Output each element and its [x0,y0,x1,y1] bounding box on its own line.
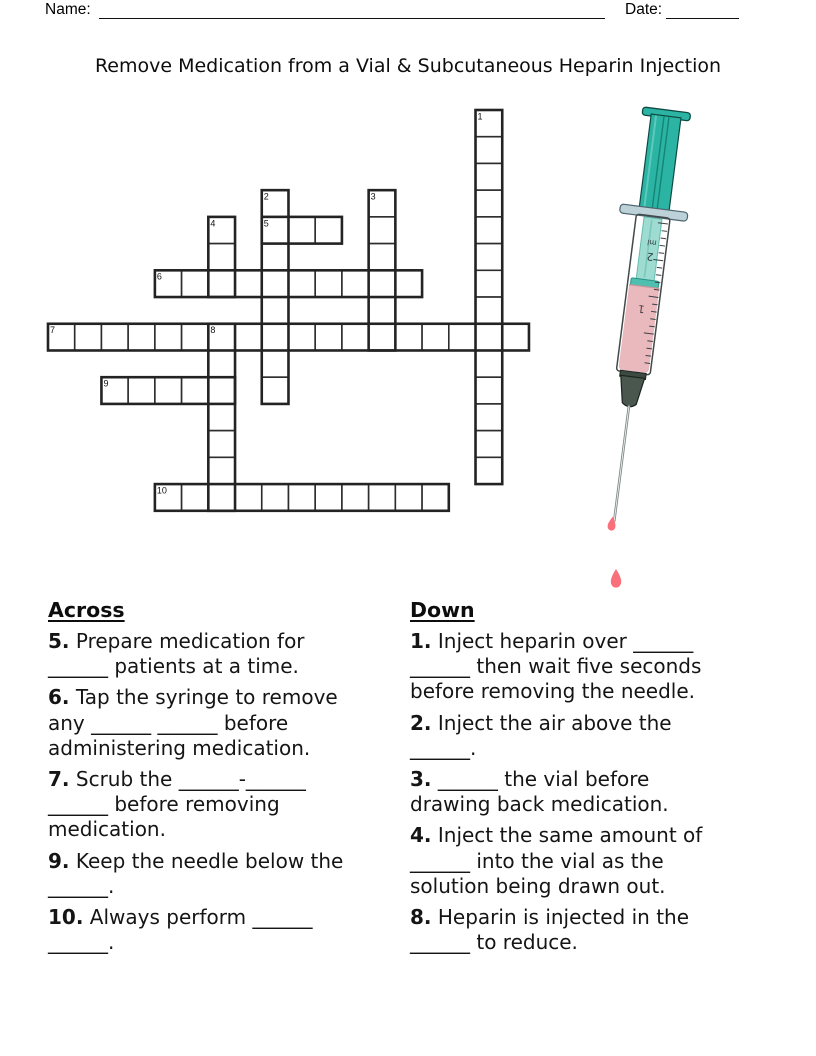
clue-line: any ______ ______ before [48,710,289,735]
page-title: Remove Medication from a Vial & Subcutaneous Heparin Injection [94,55,722,77]
scale-tick [645,363,650,364]
grid-cell [422,484,449,511]
grid-cell [342,270,369,297]
grid-cell [476,457,503,484]
clue-line: 4. Inject the same amount of [410,823,703,848]
clue-line: before removing the needle. [410,679,696,704]
crossword-grid [46,108,532,514]
cell-number-10: 10 [156,485,167,496]
grid-cell [128,324,155,351]
clue-line: 1. Inject heparin over ______ [410,629,694,653]
grid-cell [449,324,476,351]
grid-cell [182,484,209,511]
cell-number-8: 8 [210,325,216,336]
clue-number: 7. [48,767,70,792]
clue-line: 5. Prepare medication for [48,629,305,653]
grid-cell [342,484,369,511]
grid-cell [315,484,342,511]
name-label: Name: [45,1,91,18]
cell-number-5: 5 [263,218,269,229]
clue-line: 8. Heparin is injected in the [410,905,690,930]
scale-tick [654,289,659,290]
clue-number: 5. [48,629,70,653]
grid-cell [182,377,209,404]
clue-down-1 [410,629,780,705]
plunger-shaft-inside [636,217,662,281]
scale-label-1: 1 [637,301,646,315]
grid-cell [262,270,289,297]
scale-tick [661,231,666,232]
grid-cell [208,244,235,271]
clue-number: 10. [48,905,84,930]
cell-number-9: 9 [103,378,109,389]
grid-cell [476,244,503,271]
scale-tick [655,282,660,283]
clue-down-3 [410,767,780,817]
clue-across-10 [48,905,402,955]
clue-line: ______. [410,735,477,760]
clue-number: 2. [410,710,432,735]
date-label: Date: [625,1,663,18]
grid-cell [128,377,155,404]
cell-number-6: 6 [156,271,162,282]
clue-across-9 [48,849,402,899]
clue-line: 10. Always perform ______ [48,905,313,930]
grid-cell [208,404,235,431]
clue-across-6 [48,685,402,761]
grid-cell [235,484,262,511]
clue-line: drawing back medication. [410,792,669,817]
date-blank-line [666,0,739,19]
clue-number: 8. [410,905,432,930]
cell-number-3: 3 [370,191,376,202]
falling-drop-icon [611,569,621,588]
clue-line: solution being drawn out. [410,873,666,898]
grid-cell [476,324,503,351]
grid-cell [262,377,289,404]
grid-cell [476,377,503,404]
grid-cell [476,217,503,244]
grid-cell [235,324,262,351]
scale-tick [657,267,662,268]
clue-line: 7. Scrub the ______-______ [48,767,306,792]
grid-cell [476,190,503,217]
grid-cell [208,431,235,458]
down-clue-list [410,629,780,955]
cell-number-4: 4 [210,218,216,229]
scale-tick [659,253,664,254]
grid-cell [208,457,235,484]
grid-cell [262,350,289,377]
grid-cell [476,431,503,458]
grid-cell [476,270,503,297]
scale-label-ml: ml [646,237,658,248]
syringe-illustration [555,95,755,605]
cell-number-7: 7 [50,325,56,336]
clue-down-8 [410,905,780,955]
clue-line: ______. [48,930,115,955]
grid-cell [288,324,315,351]
across-heading: Across [48,598,125,622]
clue-number: 4. [410,823,432,848]
scale-tick [646,348,651,349]
grid-cell [369,297,396,324]
down-heading: Down [410,598,475,622]
grid-cell [155,377,182,404]
grid-cell [369,270,396,297]
grid-cell [395,270,422,297]
heparin-liquid [618,285,659,374]
scale-tick [650,319,655,320]
grid-cell [476,350,503,377]
clue-number: 3. [410,767,432,792]
grid-cell [262,297,289,324]
scale-tick [660,245,665,246]
clue-down-2 [410,711,780,761]
grid-cell [208,350,235,377]
grid-cell [101,324,128,351]
grid-cell [369,244,396,271]
clue-across-7 [48,767,402,843]
grid-cell [502,324,529,351]
grid-cell [262,484,289,511]
clue-line: 2. Inject the air above the [410,710,672,735]
clue-down-4 [410,823,780,899]
clue-line: medication. [48,817,166,842]
grid-cell [476,404,503,431]
clue-line: administering medication. [48,735,311,760]
grid-cell [208,377,235,404]
grid-cell [288,217,315,244]
clue-line: 9. Keep the needle below the [48,848,344,873]
grid-cell [182,270,209,297]
grid-cell [369,324,396,351]
grid-cell [369,484,396,511]
clue-line: ______. [48,873,115,898]
clue-number: 1. [410,629,432,653]
clue-line: ______ to reduce. [410,930,578,955]
scale-tick [647,341,652,342]
cell-number-1: 1 [477,111,483,122]
grid-cell [476,297,503,324]
scale-tick [652,304,657,305]
scale-tick [646,355,651,356]
grid-cell [182,324,209,351]
scale-label-2: 2 [646,249,655,263]
clue-number: 9. [48,848,70,873]
grid-cell [75,324,102,351]
grid-cell [208,270,235,297]
scale-tick [651,311,656,312]
clue-line: 6. Tap the syringe to remove [48,685,338,710]
grid-cell [315,217,342,244]
grid-cell [155,324,182,351]
grid-cell [315,270,342,297]
across-clue-list [48,629,402,955]
grid-cell [235,270,262,297]
grid-cell [288,270,315,297]
clue-line: 3. ______ the vial before [410,767,650,792]
scale-tick [649,326,654,327]
down-clues-section [410,598,780,961]
grid-cell [342,324,369,351]
clue-line: ______ into the vial as the [410,848,664,873]
grid-cell [262,324,289,351]
across-clues-section [48,598,402,961]
clue-line: ______ patients at a time. [48,654,299,679]
grid-cell [315,324,342,351]
name-blank-line [99,0,605,19]
grid-cell [395,324,422,351]
grid-cell [476,163,503,190]
scale-tick [661,238,666,239]
clue-across-5 [48,629,402,679]
grid-cell [476,137,503,164]
needle-highlight [614,406,629,522]
grid-cell [262,244,289,271]
grid-cell [369,217,396,244]
grid-cell [422,324,449,351]
needle-hub [617,375,645,408]
clue-line: ______ before removing [48,792,280,817]
grid-cell [288,484,315,511]
scale-tick [656,275,661,276]
cell-number-2: 2 [263,191,269,202]
grid-cell [208,484,235,511]
clue-number: 6. [48,685,70,710]
grid-cell [395,484,422,511]
clue-line: ______ then wait five seconds [410,654,702,679]
